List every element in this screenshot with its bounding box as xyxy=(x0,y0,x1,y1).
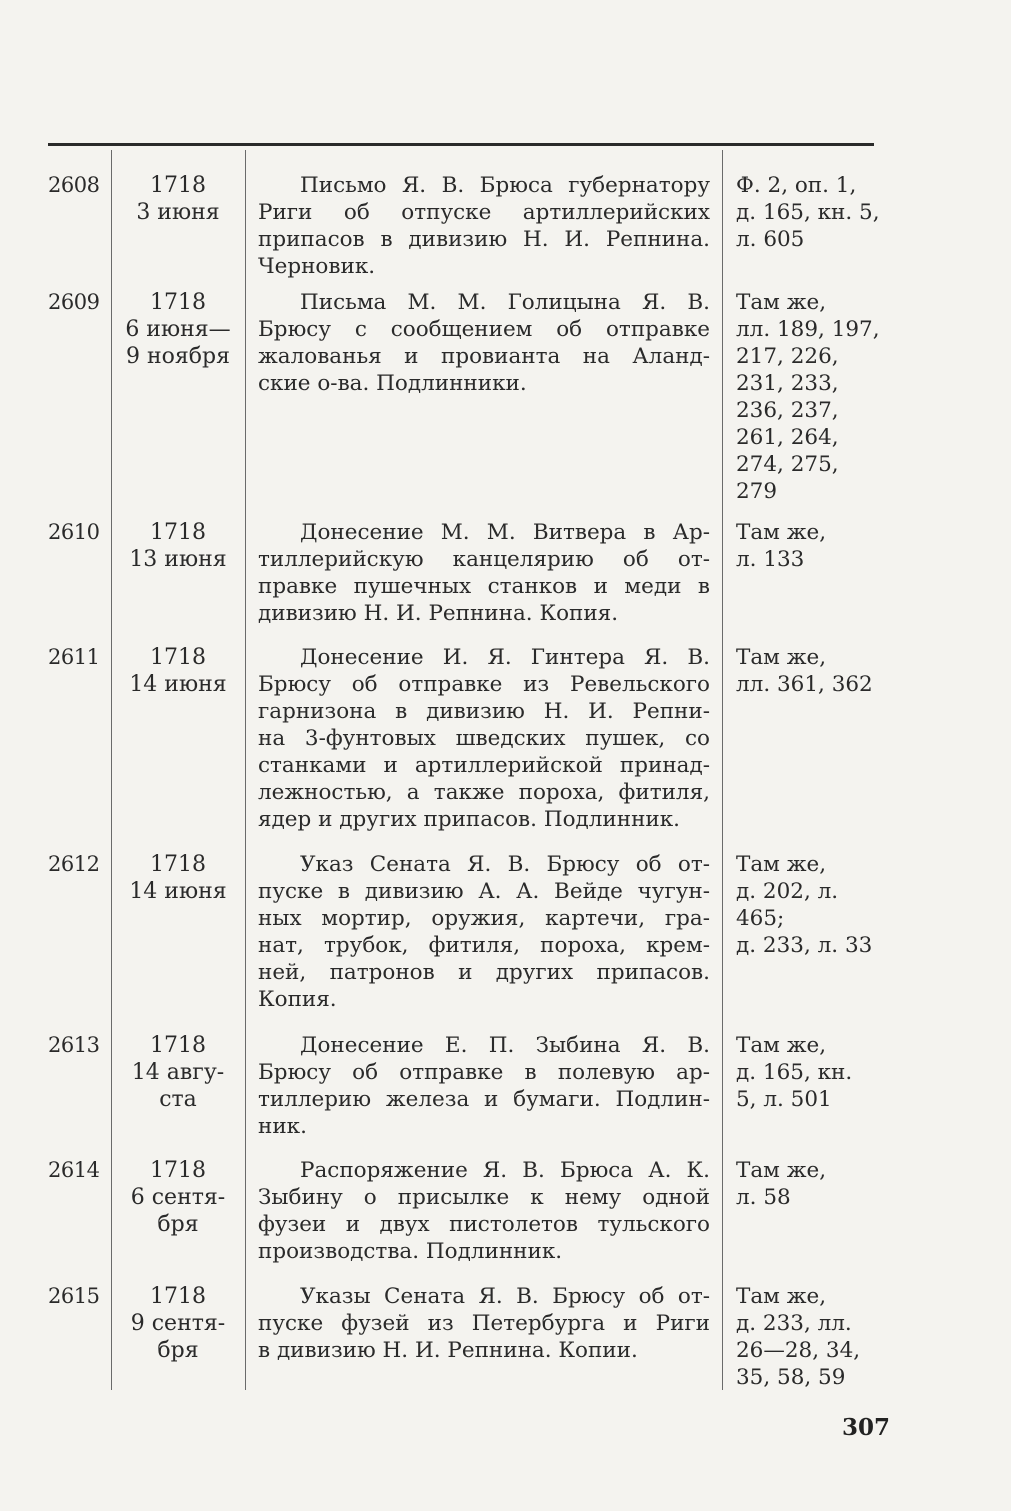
description-line: Указ Сената Я. В. Брюсу об от- xyxy=(300,852,710,877)
reference-line: Там же, xyxy=(736,645,827,670)
date-day: 6 июня— xyxy=(125,317,231,342)
entry-date xyxy=(114,1032,242,1113)
description-line: тиллерийскую канцелярию об от- xyxy=(258,547,710,572)
description-line: ник. xyxy=(258,1114,307,1139)
description-line: фузеи и двух пистолетов тульского xyxy=(258,1212,710,1237)
description-line: Брюсу об отправке в полевую ар- xyxy=(258,1060,710,1085)
reference-line: 231, 233, xyxy=(736,371,839,396)
entry-number: 2614 xyxy=(48,1158,100,1182)
date-day: 14 июня xyxy=(129,672,227,697)
entry-description xyxy=(258,851,710,1013)
column-divider-3 xyxy=(722,150,723,1390)
reference-line: 5, л. 501 xyxy=(736,1087,832,1112)
date-year: 1718 xyxy=(150,173,206,198)
description-line: нат, трубок, фитиля, пороха, крем- xyxy=(258,933,710,958)
reference-line: 279 xyxy=(736,479,778,504)
entry-reference xyxy=(736,1283,886,1391)
entry-reference xyxy=(736,1157,886,1211)
reference-line: д. 202, л. xyxy=(736,879,839,904)
top-rule xyxy=(48,143,874,146)
entry-date xyxy=(114,172,242,226)
entry-date xyxy=(114,519,242,573)
description-line: ней, патронов и других припасов. xyxy=(258,960,710,985)
description-line: правке пушечных станков и меди в xyxy=(258,574,710,599)
date-day: бря xyxy=(157,1212,199,1237)
description-line: пуске в дивизию А. А. Вейде чугун- xyxy=(258,879,710,904)
reference-line: лл. 361, 362 xyxy=(736,672,873,697)
description-line: производства. Подлинник. xyxy=(258,1239,563,1264)
reference-line: Там же, xyxy=(736,520,827,545)
reference-line: д. 233, лл. xyxy=(736,1311,852,1336)
entry-reference xyxy=(736,172,886,253)
description-line: Распоряжение Я. В. Брюса А. К. xyxy=(300,1158,710,1183)
date-year: 1718 xyxy=(150,645,206,670)
date-year: 1718 xyxy=(150,852,206,877)
entry-description xyxy=(258,644,710,833)
reference-line: л. 133 xyxy=(736,547,805,572)
entry-date xyxy=(114,1283,242,1364)
description-line: в дивизию Н. И. Репнина. Копии. xyxy=(258,1338,638,1363)
reference-line: 465; xyxy=(736,906,785,931)
reference-line: д. 165, кн. 5, xyxy=(736,200,880,225)
description-line: ных мортир, оружия, картечи, гра- xyxy=(258,906,710,931)
reference-line: 35, 58, 59 xyxy=(736,1365,846,1390)
description-line: ядер и других припасов. Подлинник. xyxy=(258,807,681,832)
reference-line: д. 165, кн. xyxy=(736,1060,853,1085)
entry-description xyxy=(258,1283,710,1364)
date-year: 1718 xyxy=(150,1284,206,1309)
reference-line: 236, 237, xyxy=(736,398,839,423)
reference-line: л. 605 xyxy=(736,227,805,252)
date-year: 1718 xyxy=(150,1033,206,1058)
description-line: жалованья и провианта на Аланд- xyxy=(258,344,710,369)
reference-line: Там же, xyxy=(736,290,827,315)
column-divider-2 xyxy=(245,150,246,1390)
date-day: бря xyxy=(157,1338,199,1363)
reference-line: 217, 226, xyxy=(736,344,839,369)
entry-number: 2610 xyxy=(48,520,100,544)
description-line: Брюсу с сообщением об отправке xyxy=(258,317,710,342)
date-day: 13 июня xyxy=(129,547,227,572)
description-line: Донесение И. Я. Гинтера Я. В. xyxy=(300,645,710,670)
description-line: станками и артиллерийской принад- xyxy=(258,753,710,778)
reference-line: 274, 275, xyxy=(736,452,839,477)
date-day: 14 авгу- xyxy=(131,1060,225,1085)
reference-line: Там же, xyxy=(736,1033,827,1058)
description-line: гарнизона в дивизию Н. И. Репни- xyxy=(258,699,710,724)
date-day: 6 сентя- xyxy=(130,1185,226,1210)
entry-reference xyxy=(736,644,886,698)
entry-date xyxy=(114,644,242,698)
entry-date xyxy=(114,851,242,905)
reference-line: 26—28, 34, xyxy=(736,1338,861,1363)
reference-line: д. 233, л. 33 xyxy=(736,933,873,958)
description-line: пуске фузей из Петербурга и Риги xyxy=(258,1311,710,1336)
column-divider-1 xyxy=(111,150,112,1390)
entry-number: 2613 xyxy=(48,1033,100,1057)
description-line: Брюсу об отправке из Ревельского xyxy=(258,672,710,697)
reference-line: Там же, xyxy=(736,1158,827,1183)
description-line: на 3-фунтовых шведских пушек, со xyxy=(258,726,710,751)
reference-line: Там же, xyxy=(736,1284,827,1309)
date-day: ста xyxy=(159,1087,197,1112)
date-day: 9 сентя- xyxy=(130,1311,226,1336)
description-line: Письма М. М. Голицына Я. В. xyxy=(300,290,710,315)
description-line: дивизию Н. И. Репнина. Копия. xyxy=(258,601,619,626)
description-line: Черновик. xyxy=(258,254,376,279)
entry-reference xyxy=(736,519,886,573)
description-line: Зыбину о присылке к нему одной xyxy=(258,1185,710,1210)
description-line: тиллерию железа и бумаги. Подлин- xyxy=(258,1087,710,1112)
entry-number: 2615 xyxy=(48,1284,100,1308)
date-year: 1718 xyxy=(150,1158,206,1183)
date-day: 14 июня xyxy=(129,879,227,904)
description-line: Донесение Е. П. Зыбина Я. В. xyxy=(300,1033,710,1058)
date-year: 1718 xyxy=(150,520,206,545)
date-day: 9 ноября xyxy=(126,344,230,369)
reference-line: лл. 189, 197, xyxy=(736,317,880,342)
description-line: припасов в дивизию Н. И. Репнина. xyxy=(258,227,710,252)
entry-date xyxy=(114,1157,242,1238)
entry-number: 2609 xyxy=(48,290,100,314)
reference-line: Там же, xyxy=(736,852,827,877)
entry-number: 2611 xyxy=(48,645,100,669)
description-line: Риги об отпуске артиллерийских xyxy=(258,200,710,225)
description-line: ские о-ва. Подлинники. xyxy=(258,371,527,396)
entry-description xyxy=(258,1032,710,1140)
entry-reference xyxy=(736,1032,886,1113)
entry-description xyxy=(258,289,710,397)
entry-number: 2608 xyxy=(48,173,100,197)
entry-description xyxy=(258,519,710,627)
reference-line: Ф. 2, оп. 1, xyxy=(736,173,857,198)
entry-description xyxy=(258,1157,710,1265)
entry-number: 2612 xyxy=(48,852,100,876)
entry-reference xyxy=(736,289,886,505)
page-number: 307 xyxy=(842,1414,891,1441)
reference-line: 261, 264, xyxy=(736,425,839,450)
reference-line: л. 58 xyxy=(736,1185,791,1210)
date-day: 3 июня xyxy=(136,200,220,225)
entry-date xyxy=(114,289,242,370)
date-year: 1718 xyxy=(150,290,206,315)
description-line: Указы Сената Я. В. Брюсу об от- xyxy=(300,1284,710,1309)
entry-reference xyxy=(736,851,886,959)
description-line: Копия. xyxy=(258,987,337,1012)
description-line: лежностью, а также пороха, фитиля, xyxy=(258,780,710,805)
description-line: Письмо Я. В. Брюса губернатору xyxy=(300,173,710,198)
description-line: Донесение М. М. Витвера в Ар- xyxy=(300,520,710,545)
entry-description xyxy=(258,172,710,280)
